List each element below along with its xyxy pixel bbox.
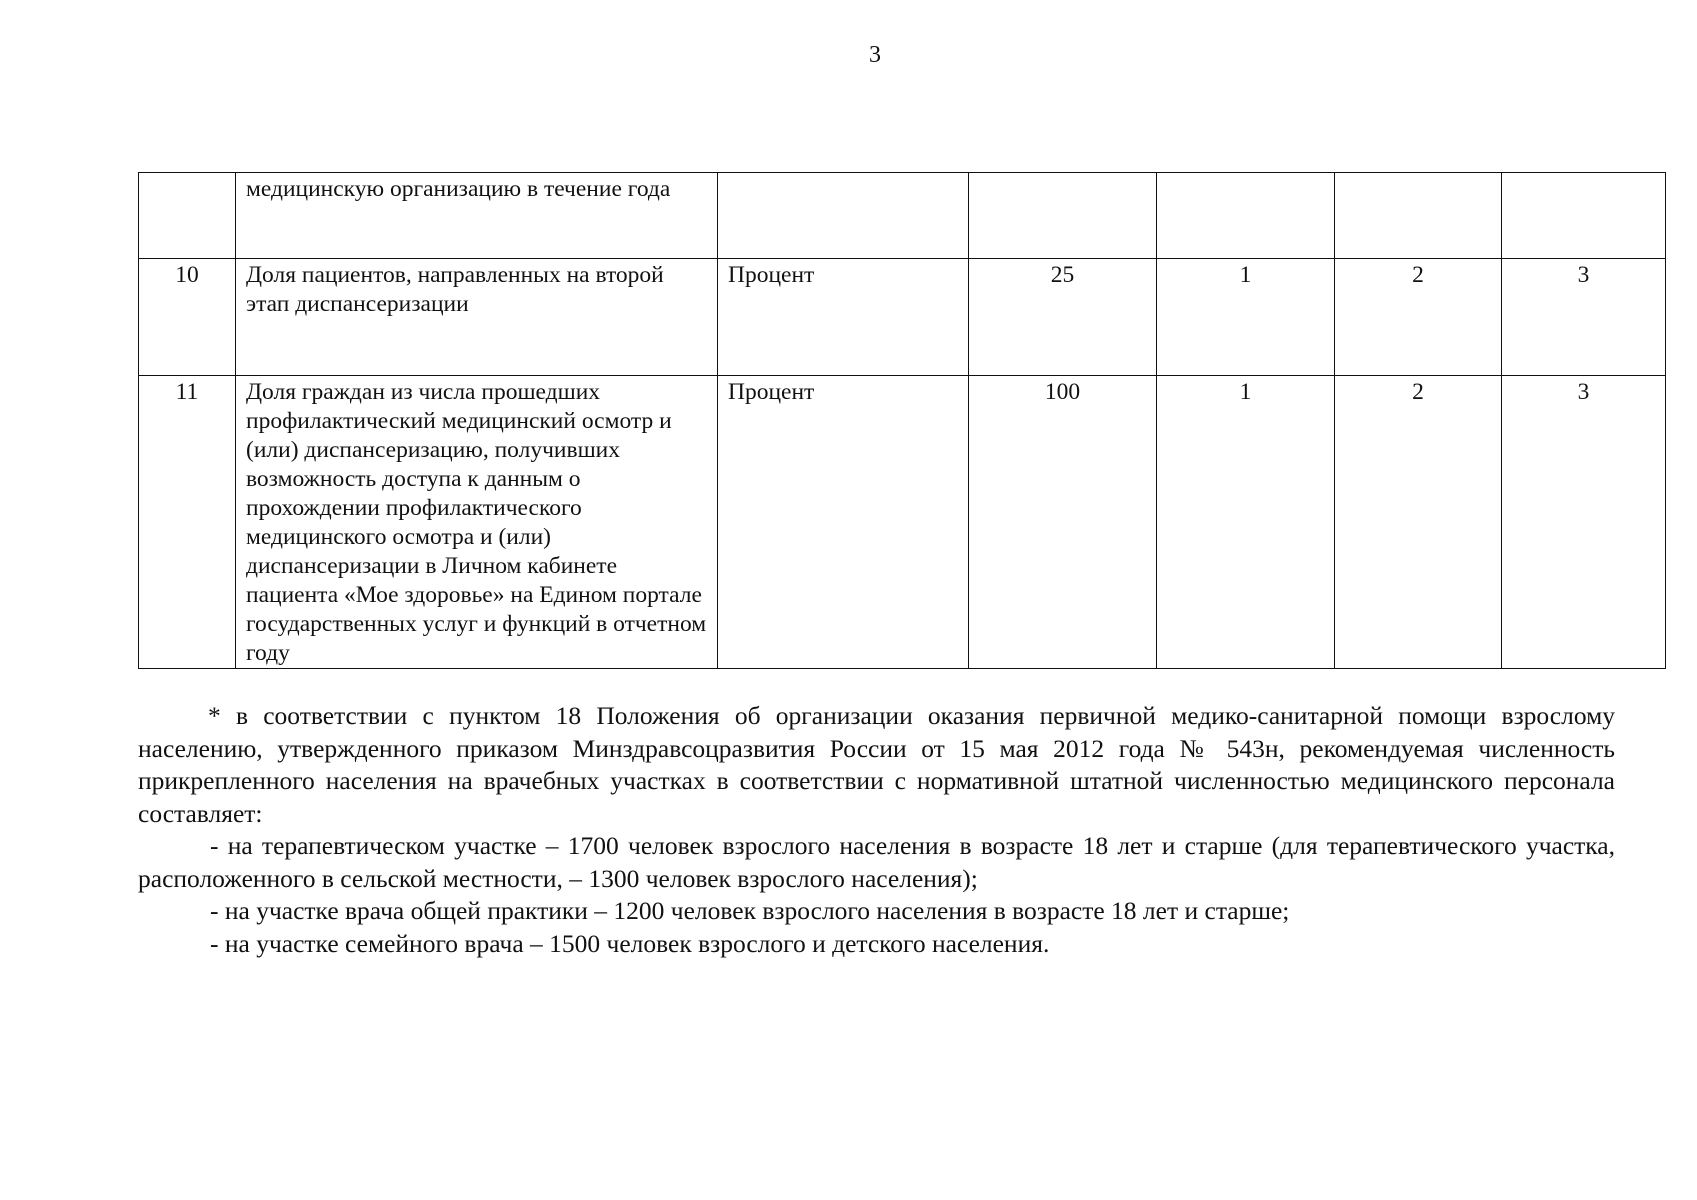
indicator-name: медицинскую организацию в течение года xyxy=(236,173,718,259)
page-number: 3 xyxy=(869,42,881,68)
value-cell-1: 1 xyxy=(1157,376,1335,669)
table-row xyxy=(139,259,1666,376)
row-number: 11 xyxy=(139,376,236,669)
footnote-item: - на участке врача общей практики – 1200 человек взрослого населения в возрасте 18 лет и старше; xyxy=(210,896,1290,925)
value-cell-2: 2 xyxy=(1335,376,1502,669)
footnote-item: - на терапевтическом участке – 1700 человек взрослого населения в возрасте 18 лет и старше (для терапевтического участка, расположенного в сельской местности, – 1300 человек взрослого населения); xyxy=(138,831,1615,893)
value-cell-1: 1 xyxy=(1157,259,1335,376)
unit-cell: Процент xyxy=(718,259,969,376)
footnote xyxy=(138,700,1615,960)
base-value-cell xyxy=(969,173,1157,259)
value-cell-1 xyxy=(1157,173,1335,259)
value-cell-2: 2 xyxy=(1335,259,1502,376)
value-cell-3: 3 xyxy=(1502,376,1666,669)
value-cell-3: 3 xyxy=(1502,259,1666,376)
unit-cell: Процент xyxy=(718,376,969,669)
unit-cell xyxy=(718,173,969,259)
base-value-cell: 25 xyxy=(969,259,1157,376)
table-row xyxy=(139,376,1666,669)
footnote-intro: * в соответствии с пунктом 18 Положения об организации оказания первичной медико-санитарной помощи взрослому населению, утвержденного приказом Минздравсоцразвития России от 15 мая 2012 года № 543н, рекомендуемая численность прикрепленного населения на врачебных участках в соответствии с нормативной штатной численностью медицинского персонала составляет: xyxy=(138,701,1615,828)
value-cell-2 xyxy=(1335,173,1502,259)
footnote-item: - на участке семейного врача – 1500 человек взрослого и детского населения. xyxy=(210,928,1050,958)
indicators-table xyxy=(138,172,1666,669)
row-number: 10 xyxy=(139,259,236,376)
indicator-name: Доля пациентов, направленных на второй этап диспансеризации xyxy=(236,259,718,376)
table-row xyxy=(139,173,1666,259)
base-value-cell: 100 xyxy=(969,376,1157,669)
value-cell-3 xyxy=(1502,173,1666,259)
indicator-name: Доля граждан из числа прошедших профилактический медицинский осмотр и (или) диспансеризацию, получивших возможность доступа к данным о прохождении профилактического медицинского осмотра и (или) диспансеризации в Личном кабинете пациента «Мое здоровье» на Едином портале государственных услуг и функций в отчетном году xyxy=(236,376,718,669)
row-number xyxy=(139,173,236,259)
